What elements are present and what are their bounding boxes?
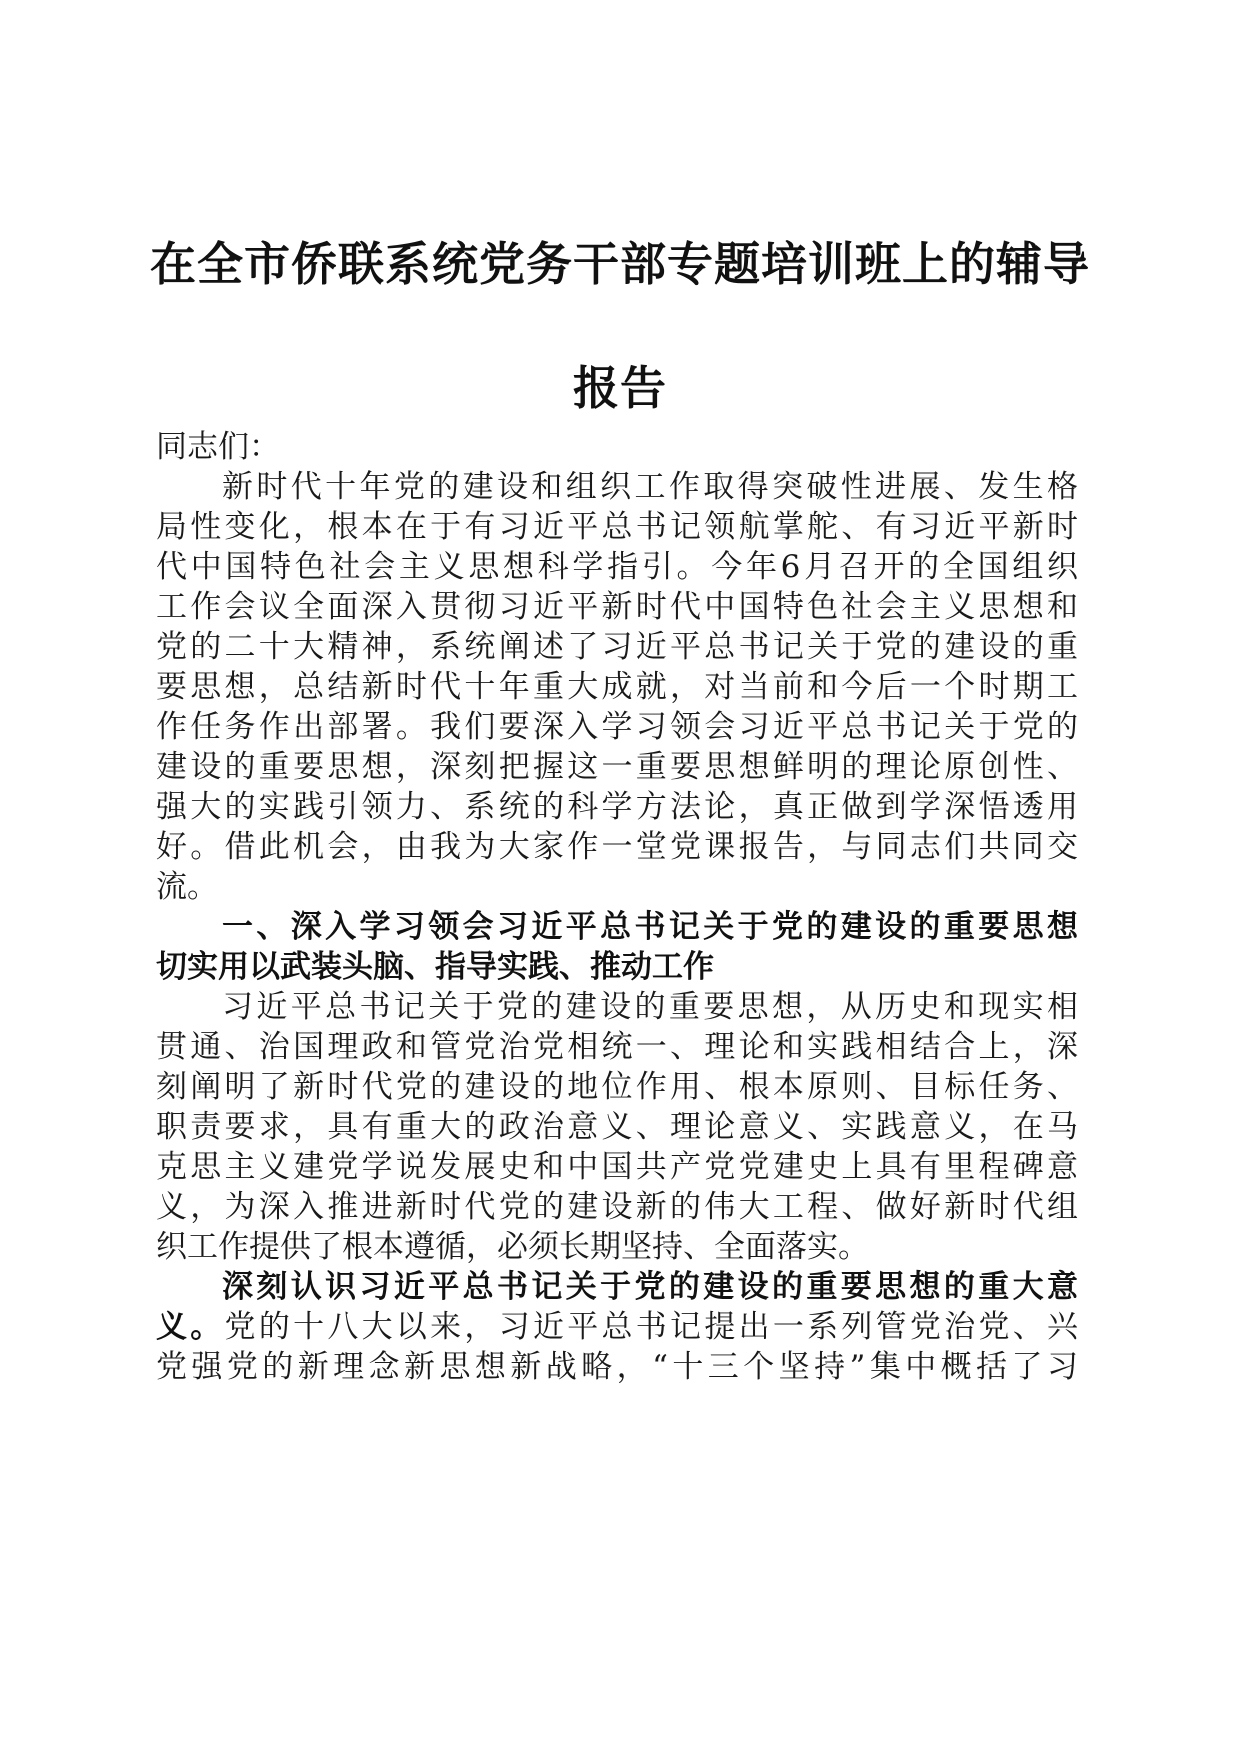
para1-line: 党的二十大精神，系统阐述了习近平总书记关于党的建设的重 [156,629,1078,665]
document-title-line-1: 在全市侨联系统党务干部专题培训班上的辅导 [150,237,1090,291]
para1-line: 强大的实践引领力、系统的科学方法论，真正做到学深悟透用 [156,789,1078,825]
para3-lead-bold-end: 义。 [156,1309,225,1345]
para1-line: 局性变化，根本在于有习近平总书记领航掌舵、有习近平新时 [156,509,1078,545]
para3-line-2-text: 党的十八大以来，习近平总书记提出一系列管党治党、兴 [224,1309,1079,1345]
para2-line: 贯通、治国理政和管党治党相统一、理论和实践相结合上，深 [156,1029,1078,1065]
para3-lead-bold: 深刻认识习近平总书记关于党的建设的重要思想的重大意 [222,1269,1078,1305]
section-heading-1-cont: 切实用以武装头脑、指导实践、推动工作 [156,949,714,985]
para1-line: 建设的重要思想，深刻把握这一重要思想鲜明的理论原创性、 [156,749,1078,785]
para2-line: 职责要求，具有重大的政治意义、理论意义、实践意义，在马 [156,1109,1078,1145]
para2-line: 织工作提供了根本遵循，必须长期坚持、全面落实。 [156,1229,869,1265]
para1-line: 要思想，总结新时代十年重大成就，对当前和今后一个时期工 [156,669,1078,705]
para1-line: 新时代十年党的建设和组织工作取得突破性进展、发生格 [222,469,1078,505]
para1-line: 流。 [156,869,218,905]
para2-line: 义，为深入推进新时代党的建设新的伟大工程、做好新时代组 [156,1189,1078,1225]
para2-line: 习近平总书记关于党的建设的重要思想，从历史和现实相 [222,989,1078,1025]
para1-line: 代中国特色社会主义思想科学指引。今年6月召开的全国组织 [156,549,1078,585]
document-title-line-2: 报告 [573,361,667,415]
para2-line: 刻阐明了新时代党的建设的地位作用、根本原则、目标任务、 [156,1069,1078,1105]
para1-line: 工作会议全面深入贯彻习近平新时代中国特色社会主义思想和 [156,589,1078,625]
salutation: 同志们： [156,429,280,465]
para1-line: 作任务作出部署。我们要深入学习领会习近平总书记关于党的 [156,709,1078,745]
para3-line-3: 党强党的新理念新思想新战略，“十三个坚持”集中概括了习 [156,1349,1078,1385]
para2-line: 克思主义建党学说发展史和中国共产党党建史上具有里程碑意 [156,1149,1078,1185]
para1-line: 好。借此机会，由我为大家作一堂党课报告，与同志们共同交 [156,829,1078,865]
section-heading-1: 一、深入学习领会习近平总书记关于党的建设的重要思想 [222,909,1078,945]
